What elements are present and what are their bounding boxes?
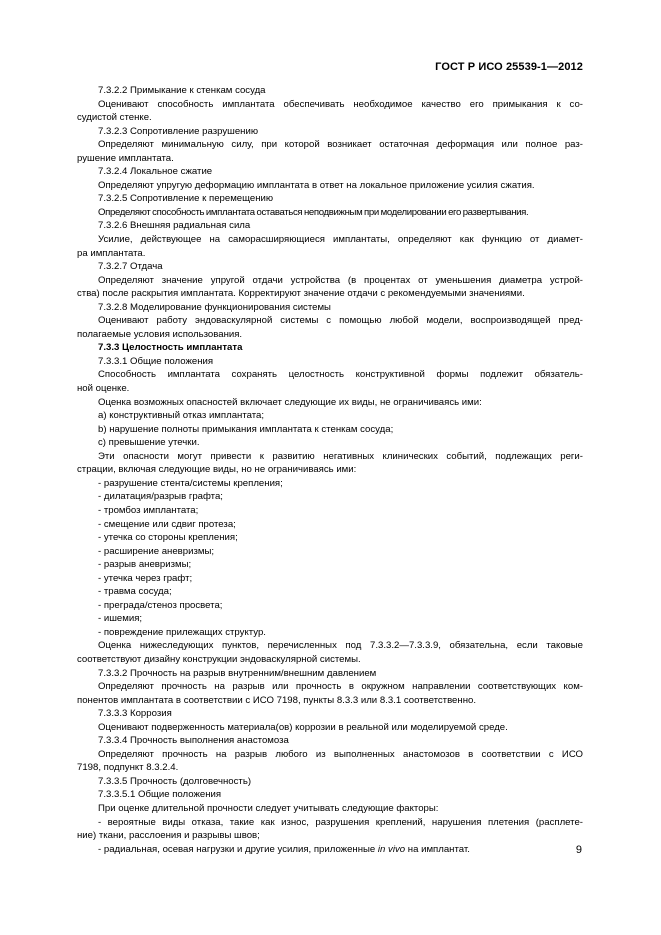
text-line-content: понентов имплантата в соответствии с ИСО 7198, пункты 8.3.3 или 8.3.1 соответственно.	[77, 694, 476, 706]
text-line-content: Оценивают подверженность материала(ов) коррозии в реальной или моделируемой среде.	[98, 721, 508, 733]
text-line	[77, 599, 583, 613]
text-line	[77, 463, 583, 477]
text-line	[77, 341, 583, 355]
text-line-content: полагаемые условия использования.	[77, 328, 243, 340]
text-line	[77, 626, 583, 640]
text-line	[77, 477, 583, 491]
text-line-content: - разрушение стента/системы крепления;	[98, 477, 283, 489]
text-line-content: - повреждение прилежащих структур.	[98, 626, 266, 638]
text-line	[77, 504, 583, 518]
text-line-content: 7.3.3.2 Прочность на разрыв внутренним/внешним давлением	[98, 667, 377, 679]
text-line-content: 7.3.2.7 Отдача	[98, 261, 163, 273]
text-line	[77, 396, 583, 410]
text-line-content: 7.3.3.5.1 Общие положения	[98, 789, 222, 801]
text-line-content: 7.3.3.3 Коррозия	[98, 708, 172, 720]
text-line	[77, 572, 583, 586]
text-line	[77, 721, 583, 735]
text-line-content: - утечка со стороны крепления;	[98, 532, 238, 544]
text-line-content: 7.3.2.3 Сопротивление разрушению	[98, 125, 259, 137]
text-line-content: - преграда/стеноз просвета;	[98, 599, 223, 611]
text-line-content: 7.3.3.5 Прочность (долговечность)	[98, 775, 252, 787]
text-line-content: ра имплантата.	[77, 247, 146, 259]
text-line-content: При оценке длительной прочности следует учитывать следующие факторы:	[98, 802, 439, 814]
text-line	[77, 450, 583, 464]
text-line	[77, 233, 583, 247]
text-line-content: судистой стенке.	[77, 112, 152, 124]
text-line-content: - травма сосуда;	[98, 586, 172, 598]
text-line	[77, 314, 583, 328]
text-line	[77, 436, 583, 450]
text-line	[77, 409, 583, 423]
text-line-content: - расширение аневризмы;	[98, 545, 215, 557]
text-line	[77, 287, 583, 301]
text-line-content: - дилатация/разрыв графта;	[98, 491, 223, 503]
text-line-content: Эти опасности могут привести к развитию негативных клинических событий, подлежащих реги-	[98, 450, 583, 462]
text-line-content: Оценка возможных опасностей включает следующие их виды, не ограничиваясь ими:	[98, 396, 482, 408]
text-line	[77, 125, 583, 139]
text-line	[77, 761, 583, 775]
text-line-content: 7.3.2.5 Сопротивление к перемещению	[98, 193, 274, 205]
text-line	[77, 843, 583, 857]
text-line-content: c) превышение утечки.	[98, 437, 200, 449]
text-line	[77, 612, 583, 626]
text-line-content: ства) после раскрытия имплантата. Корректируют значение отдачи с рекомендуемыми значениями.	[77, 288, 525, 300]
text-line	[77, 247, 583, 261]
text-line	[77, 639, 583, 653]
document-body	[77, 84, 583, 856]
text-line	[77, 192, 583, 206]
text-line	[77, 355, 583, 369]
text-line	[77, 138, 583, 152]
text-line-content: Оценивают работу эндоваскулярной системы с помощью любой модели, воспроизводящей пред-	[98, 315, 583, 327]
text-line	[77, 829, 583, 843]
text-line	[77, 490, 583, 504]
text-line-content: 7198, подпункт 8.3.2.4.	[77, 762, 179, 774]
text-line	[77, 328, 583, 342]
text-line-content: Определяют минимальную силу, при которой возникает остаточная деформация или полное раз-	[98, 139, 583, 151]
text-line-content: рушение имплантата.	[77, 152, 174, 164]
text-line-content: 7.3.2.8 Моделирование функционирования системы	[98, 301, 331, 313]
text-line	[77, 748, 583, 762]
text-line-content: 7.3.3.1 Общие положения	[98, 355, 214, 367]
text-line	[77, 98, 583, 112]
text-line	[77, 707, 583, 721]
text-line-content: Определяют значение упругой отдачи устройства (в процентах от уменьшения диаметра устрой-	[98, 274, 583, 286]
text-line	[77, 734, 583, 748]
text-line-content: страции, включая следующие виды, но не ограничиваясь ими:	[77, 464, 357, 476]
text-line	[77, 179, 583, 193]
text-line-content: Усилие, действующее на саморасширяющиеся имплантаты, определяют как функцию от диамет-	[98, 234, 583, 246]
text-line	[77, 667, 583, 681]
text-line	[77, 274, 583, 288]
page-number: 9	[575, 844, 582, 856]
text-line	[77, 84, 583, 98]
text-line-content: - смещение или сдвиг протеза;	[98, 518, 236, 530]
text-line	[77, 152, 583, 166]
text-line	[77, 368, 583, 382]
text-line-tail: на имплантат.	[405, 843, 470, 855]
text-line	[77, 423, 583, 437]
text-line-content: 7.3.2.2 Примыкание к стенкам сосуда	[98, 85, 266, 96]
text-line	[77, 585, 583, 599]
text-line-content: - разрыв аневризмы;	[98, 559, 192, 571]
text-line-content: Способность имплантата сохранять целостность конструктивной формы подлежит обязатель-	[98, 369, 583, 381]
text-line-content: ной оценке.	[77, 383, 130, 395]
text-line	[77, 382, 583, 396]
text-line-content: Оценивают способность имплантата обеспечивать необходимое качество его примыкания к со-	[98, 98, 583, 110]
text-line-content: соответствуют дизайну конструкции эндоваскулярной системы.	[77, 653, 361, 665]
text-line-content: - утечка через графт;	[98, 572, 193, 584]
document-header: ГОСТ Р ИСО 25539-1—2012	[435, 61, 583, 73]
text-line	[77, 545, 583, 559]
text-line	[77, 219, 583, 233]
text-line-content: Определяют прочность на разрыв любого из выполненных анастомозов в соответствии с ИСО	[98, 748, 583, 760]
text-line	[77, 694, 583, 708]
text-line-content: 7.3.3 Целостность имплантата	[98, 342, 243, 354]
text-line	[77, 802, 583, 816]
text-line-content: - вероятные виды отказа, такие как износ, разрушения креплений, нарушения плетения (расплете-	[98, 816, 583, 828]
text-line	[77, 775, 583, 789]
text-line	[77, 260, 583, 274]
text-line-content: 7.3.3.4 Прочность выполнения анастомоза	[98, 735, 289, 747]
text-emphasis: in vivo	[377, 843, 406, 855]
text-line	[77, 816, 583, 830]
text-line-content: Оценка нижеследующих пунктов, перечисленных под 7.3.3.2—7.3.3.9, обязательна, если таковые	[98, 640, 583, 652]
text-line	[77, 165, 583, 179]
text-line	[77, 206, 583, 220]
text-line	[77, 653, 583, 667]
text-line-content: Определяют упругую деформацию имплантата в ответ на локальное приложение усилия сжатия.	[98, 179, 535, 191]
text-line-content: b) нарушение полноты примыкания имплантата к стенкам сосуда;	[98, 423, 394, 435]
text-line-content: Определяют прочность на разрыв или прочность в окружном направлении соответствующих ком-	[98, 681, 583, 693]
text-line-content: - ишемия;	[98, 613, 143, 625]
text-line-content: 7.3.2.4 Локальное сжатие	[98, 166, 213, 178]
text-line-content: a) конструктивный отказ имплантата;	[98, 410, 265, 422]
text-line-content: - тромбоз имплантата;	[98, 504, 199, 516]
text-line	[77, 531, 583, 545]
text-line	[77, 680, 583, 694]
text-line-content: ние) ткани, расслоения и разрывы швов;	[77, 830, 260, 842]
text-line	[77, 301, 583, 315]
text-line	[77, 788, 583, 802]
text-line-content: - радиальная, осевая нагрузки и другие усилия, приложенные	[98, 843, 378, 855]
text-line-content: Определяют способность имплантата оставаться неподвижным при моделировании его развертывания.	[98, 206, 529, 218]
text-line	[77, 518, 583, 532]
text-line	[77, 558, 583, 572]
text-line	[77, 111, 583, 125]
text-line-content: 7.3.2.6 Внешняя радиальная сила	[98, 220, 251, 232]
